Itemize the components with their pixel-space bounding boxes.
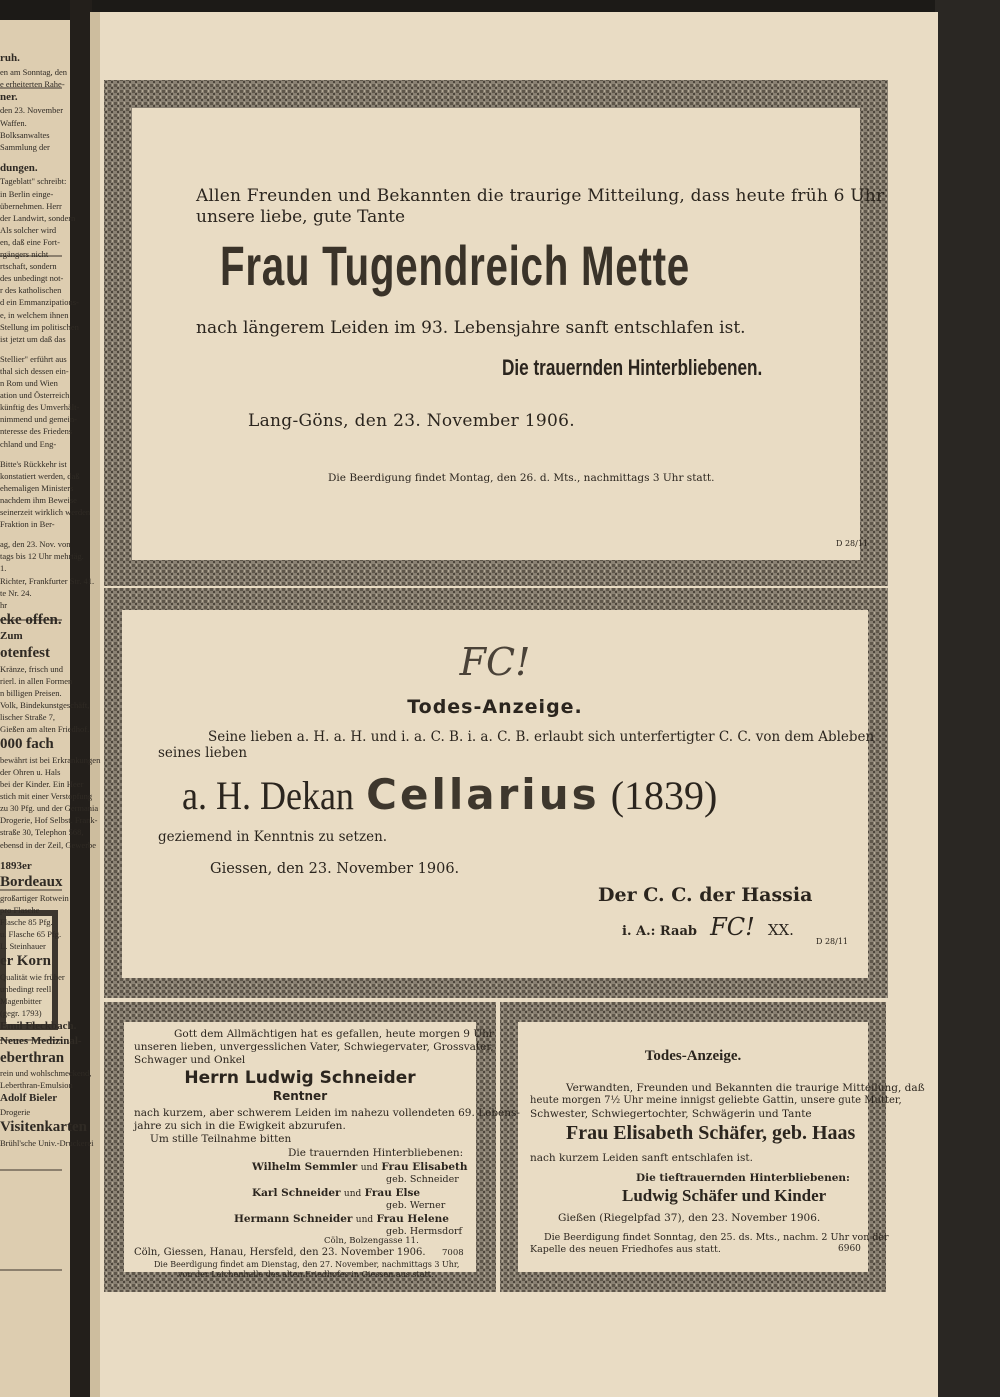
left-column-line: 000 fach (0, 736, 54, 753)
left-column-line: Visitenkarten (0, 1119, 87, 1135)
left-column-line: Flasche 85 Pfg. (0, 917, 53, 927)
left-column-line: 1. (0, 563, 7, 574)
body-line-2: jahre zu sich in die Ewigkeit abzurufen. (134, 1120, 346, 1132)
left-column-line: bei der Kinder. Ein Heer (0, 779, 84, 789)
intro-line-2: seines lieben (158, 745, 248, 761)
funeral-info: Die Beerdigung findet Sonntag, den 25. ds. Mts., nachm. 2 Uhr von der (544, 1232, 889, 1243)
heirs-label: Die tieftrauernden Hinterbliebenen: (636, 1172, 850, 1184)
obituary-mette (132, 108, 885, 560)
left-column-line: unbedingt reell (0, 984, 52, 994)
left-column-line: chland und Eng- (0, 438, 57, 449)
left-column-line: eke offen. (0, 611, 62, 628)
left-column-line: n billigen Preisen. (0, 687, 62, 698)
left-column-line: Magenbitter (0, 996, 42, 1007)
left-column-line: lischer Straße 7, (0, 712, 55, 722)
left-column-line: Emil Fleckbach. (0, 1020, 77, 1033)
left-column-line: Brühl'sche Univ.-Druckerei (0, 1137, 94, 1148)
signature: Der C. C. der Hassia (598, 884, 813, 906)
left-column-line: te Nr. 24. (0, 587, 32, 598)
intro-line-2: heute morgen 7½ Uhr meine innigst geliebte Gattin, unsere gute Mutter, (530, 1095, 902, 1106)
deceased-name: Cellarius (366, 770, 600, 819)
deceased-title: Rentner (272, 1089, 328, 1103)
left-column-line: zu 30 Pfg. und der Germania (0, 803, 99, 814)
left-column-line: rtschaft, sondern (0, 261, 57, 272)
left-column-line: Bitte's Rückkehr ist (0, 458, 67, 469)
left-column-line: e erheiterten Rahe- (0, 78, 65, 89)
body-line: nach kurzem, aber schwerem Leiden im nahezu vollendeten 69. Lebens- (134, 1107, 520, 1119)
left-column-line: seinerzeit wirklich werden (0, 507, 91, 517)
left-column-line: Tageblatt" schreibt: (0, 176, 67, 187)
intro-line-3: Schwager und Onkel (134, 1054, 246, 1066)
heir-name: Wilhelm Semmler (252, 1161, 358, 1173)
heir-row (234, 1213, 449, 1225)
closing-line: geziemend in Kenntnis zu setzen. (158, 829, 388, 845)
heir-name: Karl Schneider (252, 1187, 341, 1199)
left-column-line: Stellung im politischen (0, 321, 79, 332)
name-suffix: (1839) (610, 773, 718, 818)
heir-note: geb. Werner (386, 1200, 446, 1211)
intro-line: Seine lieben a. H. a. H. und i. a. C. B. i. a. C. B. erlaubt sich unterfertigter C. C. von dem Ableben (208, 729, 875, 745)
left-column-line: nteresse des Friedens (0, 426, 73, 437)
left-column-line: rein und wohlschmeckend, (0, 1068, 92, 1079)
signature-monogram: FC! (710, 913, 755, 941)
left-column-line: konstatiert werden, daß (0, 470, 80, 481)
place-date: Cöln, Giessen, Hanau, Hersfeld, den 23. November 1906. (134, 1247, 426, 1258)
death-notice-heading: Todes-Anzeige. (407, 696, 583, 718)
signature-sub-row (622, 913, 794, 941)
ad-code: D 28/11 (816, 937, 849, 946)
left-column-line: Neues Medizinal- (0, 1034, 82, 1047)
deceased-name: Frau Tugendreich Mette (220, 234, 690, 297)
address: Cöln, Bolzengasse 11. (324, 1236, 419, 1246)
mourners-signature: Die trauernden Hinterbliebenen. (502, 355, 763, 380)
heir-partner: Frau Helene (376, 1213, 449, 1225)
left-column-line: Adolf Bieler (0, 1092, 58, 1105)
left-column-line: der Landwirt, sondern (0, 212, 76, 223)
left-column-line: er Korn (0, 953, 51, 970)
left-column-line: Drogerie, Hof Selbst. Frank- (0, 815, 98, 826)
funeral-info-2: Kapelle des neuen Friedhofes aus statt. (530, 1244, 721, 1255)
left-column-line: dungen. (0, 161, 38, 174)
left-column-line: Kränze, frisch und (0, 663, 64, 674)
body-line-3: Um stille Teilnahme bitten (150, 1133, 292, 1145)
death-notice-heading: Todes-Anzeige. (644, 1048, 742, 1064)
deceased-name-row (182, 770, 717, 826)
left-column-line: Bolksanwaltes (0, 129, 50, 140)
heir-row (252, 1187, 420, 1199)
left-column-line: Volk, Bindekunstgeschäft, (0, 699, 90, 710)
left-column-line: übernehmen. Herr (0, 200, 62, 211)
obituary-cellarius (122, 610, 875, 978)
left-column-line: den 23. November (0, 105, 64, 116)
left-column-line: künftig des Umverhält- (0, 402, 80, 413)
name-prefix: a. H. Dekan (182, 773, 354, 818)
left-column-line: otenfest (0, 645, 50, 661)
funeral-info: Die Beerdigung findet am Dienstag, den 27. November, nachmittags 3 Uhr, (154, 1260, 460, 1269)
left-column-line: bewährt ist bei Erkrankungen (0, 754, 101, 765)
left-column-line: ist jetzt um daß das (0, 333, 66, 344)
ad-code: D 28/11 (836, 539, 869, 548)
left-column-line: eberthran (0, 1049, 65, 1066)
left-column-line: straße 30, Telephon 568, (0, 827, 84, 838)
funeral-info: Die Beerdigung findet Montag, den 26. d. Mts., nachmittags 3 Uhr statt. (328, 472, 715, 484)
left-column-line: des unbedingt not- (0, 273, 64, 284)
left-column-line: nimmend und gemein- (0, 414, 77, 425)
left-column-line: der Ohren u. Hals (0, 766, 61, 777)
intro-line: Verwandten, Freunden und Bekannten die traurige Mitteilung, daß (566, 1082, 925, 1094)
left-column-line: pro Flasche (0, 904, 40, 915)
left-column-line: Drogerie (0, 1106, 31, 1117)
heir-partner: Frau Else (364, 1187, 421, 1199)
left-column-line: Sammlung der (0, 141, 50, 152)
left-column-line: r des katholischen (0, 285, 62, 296)
intro-line: Allen Freunden und Bekannten die traurige Mitteilung, dass heute früh 6 Uhr (196, 186, 885, 206)
heir-note: geb. Schneider (386, 1174, 459, 1185)
left-column-line: thal sich dessen ein- (0, 365, 69, 376)
left-column-line: Zum (0, 630, 23, 643)
signature-sub: i. A.: Raab (622, 924, 697, 939)
left-column-line: (gegr. 1793) (0, 1008, 42, 1019)
left-column-line: stich mit einer Verstopfung (0, 791, 93, 802)
left-column-line: 1893er (0, 859, 32, 872)
left-column-line: Gießen am alten Friedhof. (0, 724, 90, 735)
left-column-line: n Rom und Wien (0, 378, 58, 388)
heir-name: Hermann Schneider (234, 1213, 353, 1225)
left-column-line: d ein Emmanzipations- (0, 297, 79, 308)
ad-number: 6960 (838, 1244, 861, 1254)
place-date: Lang-Göns, den 23. November 1906. (248, 411, 575, 431)
left-column-line: ation und Österreich (0, 390, 70, 401)
obituary-schneider (124, 1022, 520, 1279)
left-column-line: en am Sonntag, den (0, 66, 68, 77)
left-column-line: Qualität wie früher (0, 971, 65, 982)
intro-line-2: unsere liebe, gute Tante (196, 207, 406, 227)
heir-note: geb. Hermsdorf (386, 1226, 463, 1237)
heirs-names: Ludwig Schäfer und Kinder (622, 1186, 827, 1205)
left-column-line: Stellier" erführt aus (0, 353, 67, 364)
left-column-line: großartiger Rotwein (0, 892, 69, 903)
left-column-line: Fraktion in Ber- (0, 519, 55, 530)
left-column-line: Bordeaux (0, 874, 63, 891)
left-column-line: Waffen. (0, 117, 27, 128)
heir-and: und (343, 1189, 362, 1199)
place-date: Giessen, den 23. November 1906. (210, 861, 460, 877)
left-column-line: Leberthran-Emulsion (0, 1080, 73, 1091)
fraternity-monogram: FC! (459, 640, 531, 684)
intro-line-3: Schwester, Schwiegertochter, Schwägerin und Tante (530, 1108, 812, 1120)
heir-partner: Frau Elisabeth (381, 1161, 468, 1173)
left-column-line: u. Flasche 65 Pfg. (0, 929, 62, 940)
left-column-line: rgängers nicht (0, 249, 49, 259)
ad-number: 7008 (442, 1248, 464, 1258)
death-line: nach kurzem Leiden sanft entschlafen ist. (530, 1152, 753, 1164)
heir-and: und (360, 1163, 379, 1173)
heir-row (252, 1161, 468, 1173)
left-column-line: ehemaligen Ministers (0, 482, 74, 493)
left-column-line: ruh. (0, 52, 20, 64)
left-column-line: rierl. in allen Formen (0, 675, 73, 686)
death-line: nach längerem Leiden im 93. Lebensjahre sanft entschlafen ist. (196, 318, 746, 338)
left-column-line: Als solcher wird (0, 224, 57, 235)
deceased-name: Frau Elisabeth Schäfer, geb. Haas (566, 1122, 856, 1144)
left-column-line: hr (0, 599, 8, 610)
obituary-schaefer (518, 1022, 925, 1272)
place-date: Gießen (Riegelpfad 37), den 23. November 1906. (558, 1212, 821, 1224)
left-column-line: in Berlin einge- (0, 188, 54, 199)
heir-and: und (355, 1215, 374, 1225)
intro-line: Gott dem Allmächtigen hat es gefallen, heute morgen 9 Uhr (174, 1028, 494, 1040)
left-column-line: nachdem ihm Beweise (0, 494, 77, 505)
left-column-line: ag, den 23. Nov. von (0, 539, 71, 550)
heirs-label: Die trauernden Hinterbliebenen: (288, 1147, 464, 1159)
left-column-line: e, in welchem ihnen (0, 309, 69, 320)
signature-circle: XX. (767, 921, 794, 939)
left-column-line: en, daß eine Fort- (0, 236, 60, 247)
left-column-line: Richter, Frankfurter Str. 41. (0, 575, 95, 586)
left-column-line: tags bis 12 Uhr mehrtäg. (0, 551, 84, 562)
left-page-column (0, 0, 101, 1397)
deceased-name: Herrn Ludwig Schneider (184, 1068, 416, 1088)
left-column-line: ebensd in der Zeil, Gewerbe (0, 839, 97, 850)
left-column-line: L. Steinhauer (0, 941, 46, 952)
funeral-info-2: von der Leichenhalle des alten Friedhofes in Giessen aus statt. (178, 1270, 434, 1279)
intro-line-2: unseren lieben, unvergesslichen Vater, Schwiegervater, Grossvater, (134, 1041, 494, 1053)
left-column-line: ner. (0, 90, 18, 103)
